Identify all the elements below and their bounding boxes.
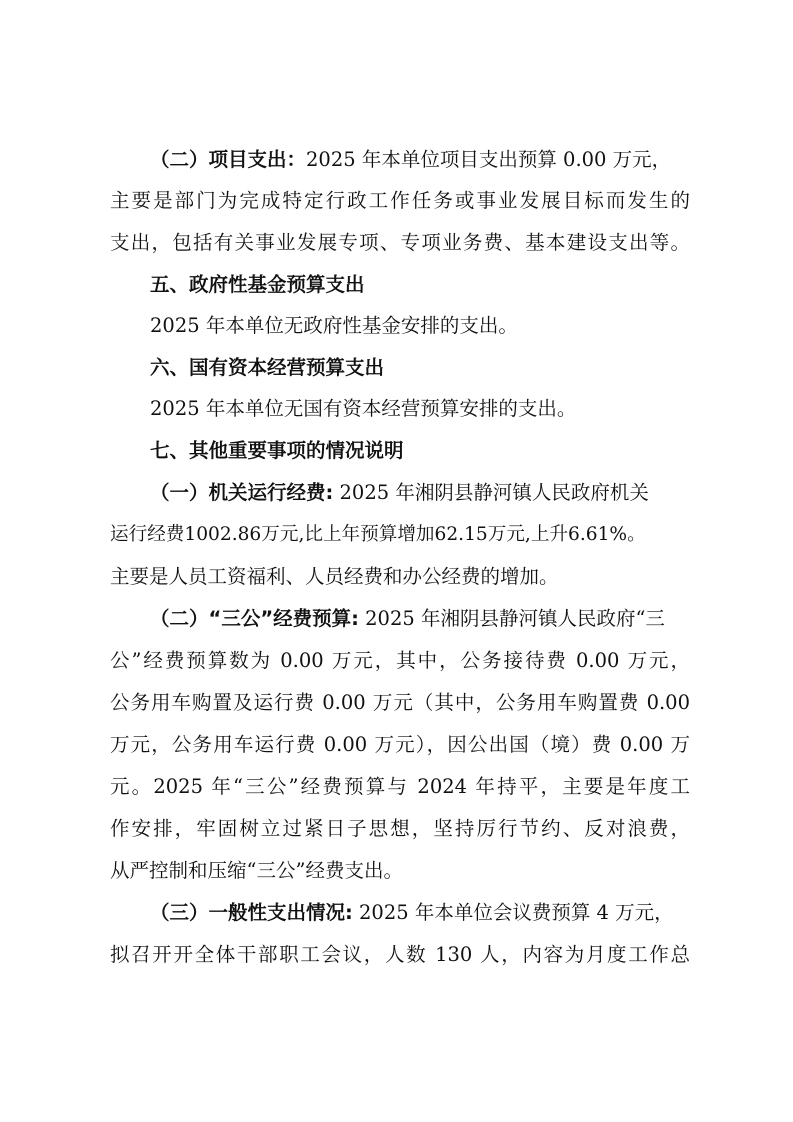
three-public-line-4: 万元，公务用车运行费 0.00 万元），因公出国（境）费 0.00 万 — [110, 733, 690, 756]
general-expenditure-label: （三）一般性支出情况: — [150, 901, 353, 924]
three-public-label: （二）“三公”经费预算: — [150, 607, 359, 630]
general-expenditure-line-1 — [150, 901, 690, 925]
state-capital-heading: 六、国有资本经营预算支出 — [150, 356, 385, 379]
general-expenditure-line-2: 拟召开开全体干部职工会议，人数 130 人，内容为月度工作总 — [110, 943, 690, 966]
state-capital-text: 2025 年本单位无国有资本经营预算安排的支出。 — [150, 397, 577, 420]
project-expenditure-label: （二）项目支出： — [150, 148, 307, 171]
operating-funds-line-2: 运行经费1002.86万元,比上年预算增加62.15万元,上升6.61%。 — [110, 524, 646, 545]
three-public-line-6: 作安排，牢固树立过紧日子思想，坚持厉行节约、反对浪费， — [110, 817, 690, 840]
other-matters-heading: 七、其他重要事项的情况说明 — [150, 439, 404, 462]
project-expenditure-text: 2025 年本单位项目支出预算 0.00 万元， — [306, 148, 672, 171]
gov-fund-heading: 五、政府性基金预算支出 — [150, 273, 365, 296]
three-public-line-5: 元。2025 年“三公”经费预算与 2024 年持平，主要是年度工 — [110, 775, 690, 798]
three-public-text: 2025 年湘阴县静河镇人民政府“三 — [358, 607, 665, 630]
gov-fund-text: 2025 年本单位无政府性基金安排的支出。 — [150, 314, 518, 337]
operating-funds-text: 2025 年湘阴县静河镇人民政府机关 — [333, 481, 649, 504]
three-public-line-3: 公务用车购置及运行费 0.00 万元（其中，公务用车购置费 0.00 — [110, 691, 690, 714]
operating-funds-line-3: 主要是人员工资福利、人员经费和办公经费的增加。 — [110, 565, 559, 588]
general-expenditure-text: 2025 年本单位会议费预算 4 万元， — [352, 901, 674, 924]
operating-funds-line-1 — [150, 481, 690, 505]
operating-funds-label: （一）机关运行经费: — [150, 481, 334, 504]
project-expenditure-line-3: 支出，包括有关事业发展专项、专项业务费、基本建设支出等。 — [110, 231, 690, 254]
three-public-line-2: 公”经费预算数为 0.00 万元，其中，公务接待费 0.00 万元， — [110, 649, 690, 672]
three-public-line-7: 从严控制和压缩“三公”经费支出。 — [110, 859, 403, 882]
project-expenditure-line-2: 主要是部门为完成特定行政工作任务或事业发展目标而发生的 — [110, 189, 690, 212]
project-expenditure-line-1 — [150, 148, 690, 172]
three-public-line-1 — [150, 607, 690, 631]
